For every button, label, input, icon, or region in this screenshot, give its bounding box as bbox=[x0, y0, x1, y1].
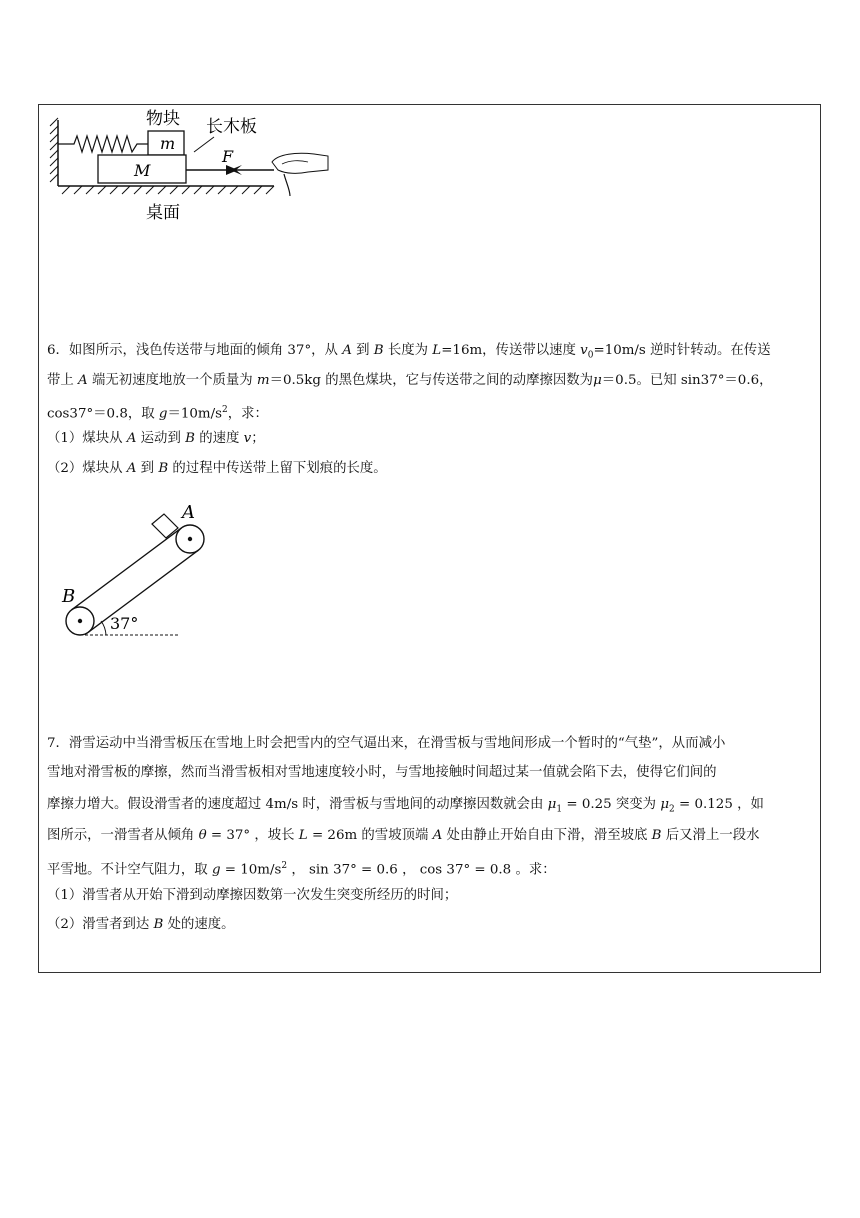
angle-label: 37° bbox=[110, 614, 139, 633]
q7-line-4: 图所示，一滑雪者从倾角 θ = 37° ，坡长 L = 26m 的雪坡顶端 A 处由静止开始自由下滑，滑至坡底 B 后又滑上一段水 bbox=[47, 828, 760, 843]
q6-line-2: 带上 A 端无初速度地放一个质量为 m＝0.5kg 的黑色煤块，它与传送带之间的动摩擦因数为μ＝0.5。已知 sin37°＝0.6， bbox=[47, 373, 773, 388]
table-label: 桌面 bbox=[146, 203, 180, 223]
board-mass-label: M bbox=[134, 161, 151, 180]
conveyor-belt-figure bbox=[56, 498, 256, 643]
q7-line-2: 雪地对滑雪板的摩擦，然而当滑雪板相对雪地速度较小时，与雪地接触时间超过某一值就会陷下去，使得它们间的 bbox=[47, 765, 717, 780]
force-label: F bbox=[222, 147, 234, 166]
q7-part-2: （2）滑雪者到达 B 处的速度。 bbox=[47, 917, 235, 932]
q7-line-1: 7．滑雪运动中当滑雪板压在雪地上时会把雪内的空气逼出来，在滑雪板与雪地间形成一个暂时的“气垫”，从而减小 bbox=[47, 736, 726, 751]
block-label: 物块 bbox=[146, 109, 180, 129]
q7-line-5: 平雪地。不计空气阻力，取 $g = 10m/s^2$ ， sin 37° = 0.6 ， cos 37° = 0.8 。求： bbox=[47, 861, 556, 878]
spring-board-figure bbox=[46, 104, 336, 224]
point-b-label: B bbox=[62, 586, 76, 607]
q6-line-1: 6．如图所示，浅色传送带与地面的倾角 37°，从 A 到 B 长度为 L=16m，传送带以速度 $v_0=10m/s$ 逆时针转动。在传送 bbox=[47, 343, 771, 361]
point-a-label: A bbox=[182, 502, 195, 523]
q6-part-1: （1）煤块从 A 运动到 B 的速度 v； bbox=[47, 431, 265, 446]
q7-line-3: 摩擦力增大。假设滑雪者的速度超过 4m/s 时，滑雪板与雪地间的动摩擦因数就会由 $\mu_1 = 0.25$ 突变为 $\mu_2 = 0.125$ ，如 bbox=[47, 797, 764, 815]
q6-line-3: cos37°＝0.8，取 $g=10m/s^2$，求： bbox=[47, 405, 268, 422]
q7-part-1: （1）滑雪者从开始下滑到动摩擦因数第一次发生突变所经历的时间； bbox=[47, 888, 458, 903]
board-label: 长木板 bbox=[206, 117, 257, 137]
q6-part-2: （2）煤块从 A 到 B 的过程中传送带上留下划痕的长度。 bbox=[47, 461, 387, 476]
block-mass-label: m bbox=[160, 134, 176, 153]
